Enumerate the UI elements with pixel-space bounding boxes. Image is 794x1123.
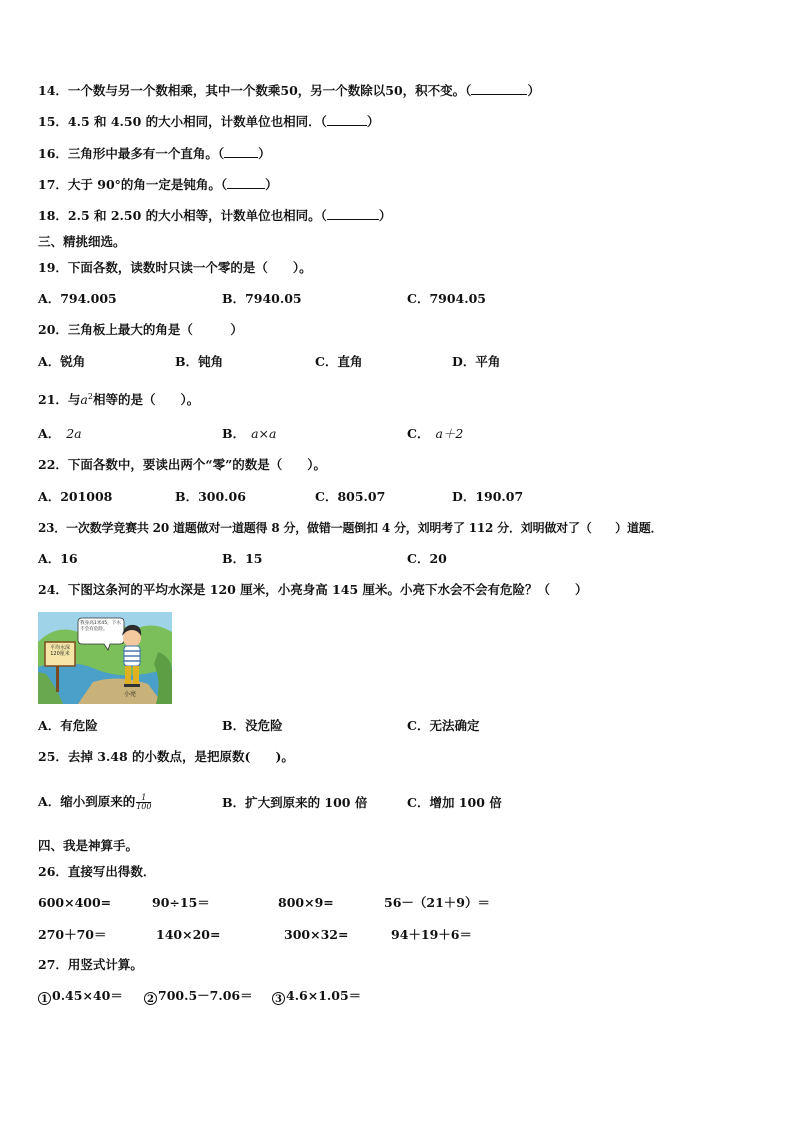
- question-14: 14．一个数与另一个数相乘，其中一个数乘50，另一个数除以50，积不变。（ ）: [38, 83, 540, 98]
- option-c[interactable]: C．无法确定: [407, 718, 480, 733]
- question-23: 23．一次数学竞赛共 20 道题做对一道题得 8 分，做错一题倒扣 4 分，刘明考了 112 分．刘明做对了（ ）道题．: [38, 521, 663, 535]
- question-25: 25．去掉 3.48 的小数点，是把原数( )。: [38, 749, 294, 764]
- question-24: 24．下图这条河的平均水深是 120 厘米，小亮身高 145 厘米。小亮下水会不会有危险？（ ）: [38, 582, 588, 597]
- calc-item: 140×20=: [156, 927, 221, 942]
- option-c[interactable]: C．直角: [315, 354, 363, 369]
- calc-item: 1 0.45×40＝: [38, 988, 123, 1005]
- fraction: $\frac{1}{100}$: [136, 793, 152, 811]
- option-c[interactable]: C．7904.05: [407, 291, 486, 306]
- calc-item: 56－（21＋9）＝: [384, 895, 490, 910]
- calc-item: 270＋70＝: [38, 927, 107, 942]
- variable-a: a: [80, 392, 88, 408]
- circled-number: 3: [272, 992, 285, 1005]
- question-20: 20．三角板上最大的角是（ ）: [38, 322, 243, 337]
- answer-blank[interactable]: [471, 83, 527, 95]
- question-27: 27．用竖式计算。: [38, 957, 143, 972]
- question-16: 16．三角形中最多有一个直角。（ ）: [38, 146, 271, 161]
- section-title-3: 三、精挑细选。: [38, 234, 126, 249]
- option-d[interactable]: D．190.07: [452, 489, 524, 504]
- option-a[interactable]: A．有危险: [38, 718, 98, 733]
- question-19: 19．下面各数，读数时只读一个零的是（ ）。: [38, 260, 312, 275]
- answer-blank[interactable]: [327, 208, 379, 220]
- calc-item: 300×32=: [284, 927, 349, 942]
- option-a[interactable]: A．锐角: [38, 354, 86, 369]
- circled-number: 2: [144, 992, 157, 1005]
- option-b[interactable]: B．7940.05: [222, 291, 302, 306]
- calc-item: 94＋19＋6＝: [391, 927, 472, 942]
- section-title-4: 四、我是神算手。: [38, 838, 139, 853]
- option-c[interactable]: C．增加 100 倍: [407, 795, 502, 810]
- answer-blank[interactable]: [227, 177, 265, 189]
- calc-item: 2 700.5－7.06＝: [144, 988, 253, 1005]
- option-b[interactable]: B． a×a: [222, 426, 277, 441]
- depth-sign: 平均水深120厘米: [49, 645, 70, 657]
- answer-blank[interactable]: [327, 114, 367, 126]
- answer-blank[interactable]: [224, 146, 258, 158]
- option-b[interactable]: B．300.06: [175, 489, 246, 504]
- question-26: 26．直接写出得数．: [38, 864, 156, 879]
- character-name: 小亮: [124, 691, 137, 698]
- speech-bubble: 我身高1米45，下水不会有危险。: [80, 621, 121, 632]
- question-21: 21．与$a^2$相等的是（ ）。: [38, 392, 200, 408]
- question-18: 18．2.5 和 2.50 的大小相等，计数单位也相同。（ ）: [38, 208, 392, 223]
- option-b[interactable]: B．没危险: [222, 718, 283, 733]
- river-illustration: [38, 612, 172, 704]
- exponent: 2: [87, 392, 93, 401]
- option-b[interactable]: B．扩大到原来的 100 倍: [222, 795, 368, 810]
- option-a[interactable]: A．16: [38, 551, 78, 566]
- question-17: 17．大于 90°的角一定是钝角。（ ）: [38, 177, 278, 192]
- option-c[interactable]: C．20: [407, 551, 447, 566]
- calc-item: 90÷15＝: [152, 895, 210, 910]
- calc-item: 800×9=: [278, 895, 334, 910]
- option-c[interactable]: C．805.07: [315, 489, 386, 504]
- option-a[interactable]: A．794.005: [38, 291, 117, 306]
- question-15: 15．4.5 和 4.50 的大小相同，计数单位也相同．（ ）: [38, 114, 380, 129]
- option-a[interactable]: A．缩小到原来的 $\frac{1}{100}$: [38, 793, 152, 811]
- calc-item: 3 4.6×1.05＝: [272, 988, 361, 1005]
- option-c[interactable]: C． a＋2: [407, 426, 464, 441]
- option-a[interactable]: A．201008: [38, 489, 113, 504]
- option-d[interactable]: D．平角: [452, 354, 501, 369]
- option-b[interactable]: B．钝角: [175, 354, 224, 369]
- question-22: 22．下面各数中，要读出两个“零”的数是（ ）。: [38, 457, 327, 472]
- option-b[interactable]: B．15: [222, 551, 263, 566]
- option-a[interactable]: A． 2a: [38, 426, 82, 441]
- circled-number: 1: [38, 992, 51, 1005]
- calc-item: 600×400=: [38, 895, 112, 910]
